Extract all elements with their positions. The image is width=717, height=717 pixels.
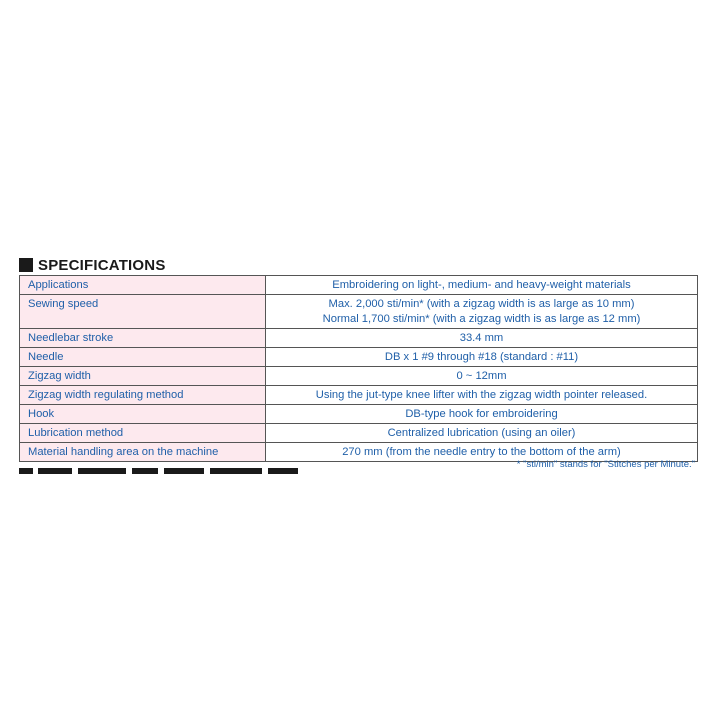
cropped-next-heading — [19, 468, 319, 474]
black-square-icon — [19, 258, 33, 272]
spec-label: Needle — [20, 348, 266, 367]
spec-label: Zigzag width regulating method — [20, 386, 266, 405]
spec-value-line: 270 mm (from the needle entry to the bottom of the arm) — [342, 446, 621, 458]
spec-label: Zigzag width — [20, 367, 266, 386]
cropped-heading-text — [38, 468, 298, 474]
spec-value — [266, 276, 698, 295]
specifications-table — [19, 275, 698, 462]
section-heading — [19, 256, 166, 274]
spec-value-line: 0 ~ 12mm — [456, 370, 507, 382]
spec-value — [266, 405, 698, 424]
spec-label: Applications — [20, 276, 266, 295]
spec-value — [266, 424, 698, 443]
spec-value-line: Max. 2,000 sti/min* (with a zigzag width is as large as 10 mm) — [328, 298, 635, 310]
table-row — [20, 424, 698, 443]
spec-value — [266, 295, 698, 329]
spec-value-line: DB-type hook for embroidering — [405, 408, 558, 420]
spec-value-line: DB x 1 #9 through #18 (standard : #11) — [384, 351, 579, 363]
spec-label: Material handling area on the machine — [20, 443, 266, 462]
table-row — [20, 405, 698, 424]
table-row — [20, 329, 698, 348]
spec-value — [266, 348, 698, 367]
spec-value — [266, 386, 698, 405]
spec-value-line: Embroidering on light-, medium- and heavy-weight materials — [332, 279, 631, 291]
table-row — [20, 386, 698, 405]
spec-label: Sewing speed — [20, 295, 266, 329]
spec-label: Lubrication method — [20, 424, 266, 443]
table-row — [20, 348, 698, 367]
spec-value — [266, 367, 698, 386]
table-row — [20, 367, 698, 386]
spec-value — [266, 329, 698, 348]
spec-label: Needlebar stroke — [20, 329, 266, 348]
spec-value-line: Centralized lubrication (using an oiler) — [387, 427, 576, 439]
black-square-icon — [19, 468, 33, 474]
section-title: SPECIFICATIONS — [38, 256, 166, 274]
table-row — [20, 276, 698, 295]
footnote: * "sti/min" stands for "Stitches per Minute." — [516, 459, 695, 470]
table-row — [20, 295, 698, 329]
spec-value-line: Using the jut-type knee lifter with the zigzag width pointer released. — [315, 389, 648, 401]
spec-value-line: Normal 1,700 sti/min* (with a zigzag width is as large as 12 mm) — [322, 313, 641, 325]
spec-value-line: 33.4 mm — [459, 332, 504, 344]
spec-label: Hook — [20, 405, 266, 424]
